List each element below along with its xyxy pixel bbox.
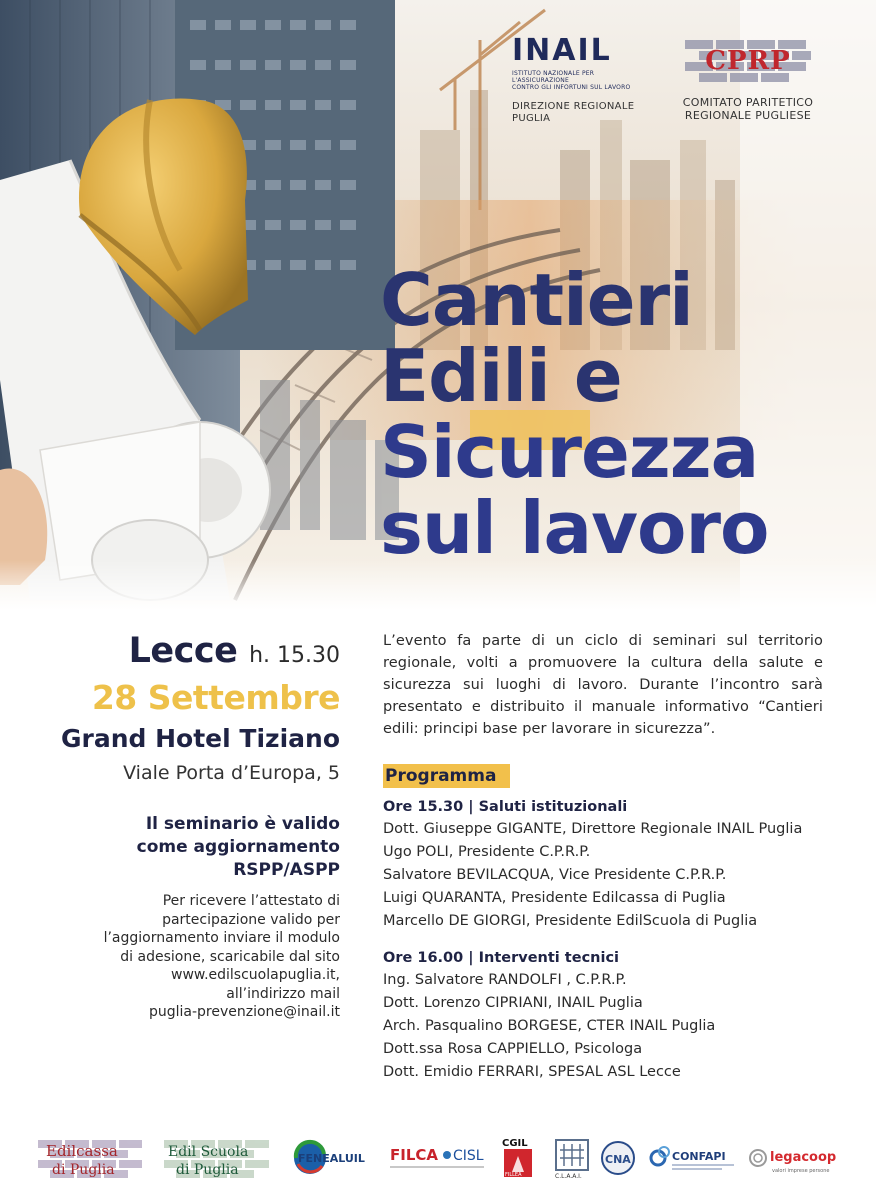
edilcassa-text-2: di Puglia — [52, 1162, 115, 1178]
cprp-logo — [678, 40, 818, 122]
claai-logo — [554, 1136, 590, 1180]
program-item: Ing. Salvatore RANDOLFI , C.P.R.P. — [383, 972, 627, 988]
legacoop-logo-mark — [748, 1136, 844, 1180]
program-item: Dott. Lorenzo CIPRIANI, INAIL Puglia — [383, 995, 643, 1011]
cna-text: CNA — [605, 1153, 631, 1166]
event-details — [20, 630, 340, 1022]
claai-logo-mark — [554, 1136, 590, 1180]
validity-line-1: Il seminario è valido — [145, 814, 340, 834]
inail-direzione-1: DIREZIONE REGIONALE — [512, 101, 635, 112]
program-section-1 — [383, 796, 823, 933]
inail-logo — [512, 33, 652, 125]
edilscuola-logo — [164, 1136, 270, 1180]
cgil-fillea-logo — [502, 1136, 536, 1180]
cprp-brick-mark — [685, 40, 811, 82]
legacoop-text: legacoop — [770, 1150, 837, 1165]
edilscuola-logo-mark — [164, 1136, 270, 1180]
attestato-line-1: Per ricevere l’attestato di — [162, 893, 340, 909]
cna-logo-mark — [600, 1136, 636, 1180]
program-section-title: Ore 15.30 | Saluti istituzionali — [383, 799, 628, 815]
program-item: Luigi QUARANTA, Presidente Edilcassa di Puglia — [383, 890, 726, 906]
title-line-2: Edili e — [380, 334, 622, 418]
event-city: Lecce — [128, 631, 238, 671]
title-line-1: Cantieri — [380, 258, 693, 342]
filca-cisl-logo-mark — [390, 1136, 486, 1180]
program-section-title: Ore 16.00 | Interventi tecnici — [383, 950, 620, 966]
program-section-2 — [383, 947, 823, 1084]
programma-label: Programma — [383, 764, 510, 788]
title-line-4: sul lavoro — [380, 486, 769, 570]
program-item: Ugo POLI, Presidente C.P.R.P. — [383, 844, 591, 860]
legacoop-tagline: valori imprese persone — [772, 1168, 830, 1174]
fenealuil-logo-mark — [290, 1136, 374, 1180]
inail-subtitle-2: CONTRO GLI INFORTUNI SUL LAVORO — [512, 84, 631, 91]
attestato-line-4: di adesione, scaricabile dal sito — [120, 948, 340, 965]
fenealuil-text: FENEALUIL — [298, 1152, 365, 1165]
event-date: 28 Settembre — [91, 678, 340, 717]
program-item: Dott. Giuseppe GIGANTE, Direttore Regionale INAIL Puglia — [383, 821, 803, 837]
cprp-caption-1: COMITATO PARITETICO — [682, 96, 814, 109]
filca-dot-icon — [443, 1151, 451, 1159]
program-item: Dott. Emidio FERRARI, SPESAL ASL Lecce — [383, 1064, 681, 1080]
validity-note — [20, 813, 340, 882]
inail-logo-mark: INAIL — [512, 33, 612, 68]
confapi-logo-mark — [648, 1136, 738, 1180]
legacoop-logo — [748, 1136, 844, 1180]
cgil-fillea-logo-mark — [502, 1136, 536, 1180]
cprp-caption-2: REGIONALE PUGLIESE — [684, 109, 812, 122]
title-line-3: Sicurezza — [380, 410, 759, 494]
claai-text: C.L.A.A.I. — [555, 1173, 582, 1180]
program-item: Dott.ssa Rosa CAPPIELLO, Psicologa — [383, 1041, 643, 1057]
event-venue: Grand Hotel Tiziano — [61, 724, 340, 753]
cgil-text: CGIL — [502, 1138, 528, 1149]
email-link[interactable]: puglia-prevenzione@inail.it — [148, 1004, 340, 1020]
edilscuola-text-1: Edil Scuola — [168, 1144, 249, 1160]
website-link[interactable]: www.edilscuolapuglia.it, — [171, 967, 340, 983]
attestato-line-6: all’indirizzo mail — [226, 985, 340, 1002]
program-item: Arch. Pasqualino BORGESE, CTER INAIL Puglia — [383, 1018, 716, 1034]
cisl-text: CISL — [453, 1148, 484, 1164]
event-hour: h. 15.30 — [249, 643, 340, 668]
filca-text: FILCA — [390, 1146, 439, 1164]
program-item: Marcello DE GIORGI, Presidente EdilScuola di Puglia — [383, 913, 758, 929]
edilcassa-text-1: Edilcassa — [46, 1142, 118, 1160]
confapi-logo — [648, 1136, 738, 1180]
program-item: Salvatore BEVILACQUA, Vice Presidente C.P.R.P. — [383, 867, 727, 883]
fillea-text: FILLEA — [505, 1172, 522, 1178]
attestato-info — [20, 892, 340, 1022]
confapi-text: CONFAPI — [672, 1150, 726, 1163]
inail-direzione-2: PUGLIA — [512, 113, 551, 124]
event-address: Viale Porta d’Europa, 5 — [123, 762, 340, 784]
cna-logo — [600, 1136, 636, 1180]
filca-cisl-logo — [390, 1136, 486, 1180]
sponsor-logos — [0, 1128, 876, 1188]
event-city-line — [20, 630, 340, 677]
event-title — [380, 258, 769, 570]
program-column — [383, 630, 823, 1084]
event-intro: L’evento fa parte di un ciclo di seminari sul territorio regionale, volti a promuovere la cultura della salute e sicurezza sui luoghi di lavoro. Durante l’incontro sarà presentato e distribuito il manuale informativo “Cantieri edili: principi base per lavorare in sicurezza”. — [383, 633, 823, 737]
inail-subtitle-1: ISTITUTO NAZIONALE PER L'ASSICURAZIONE — [512, 70, 595, 84]
attestato-line-2: partecipazione valido per — [162, 911, 340, 928]
edilcassa-logo-mark — [38, 1136, 142, 1180]
validity-line-2: come aggiornamento — [136, 837, 340, 857]
edilcassa-logo — [38, 1136, 142, 1180]
edilscuola-text-2: di Puglia — [176, 1162, 239, 1178]
validity-line-3: RSPP/ASPP — [233, 860, 340, 880]
attestato-line-3: l’aggiornamento inviare il modulo — [103, 930, 340, 946]
cprp-logo-text: CPRP — [705, 46, 791, 76]
fenealuil-logo — [290, 1136, 374, 1180]
